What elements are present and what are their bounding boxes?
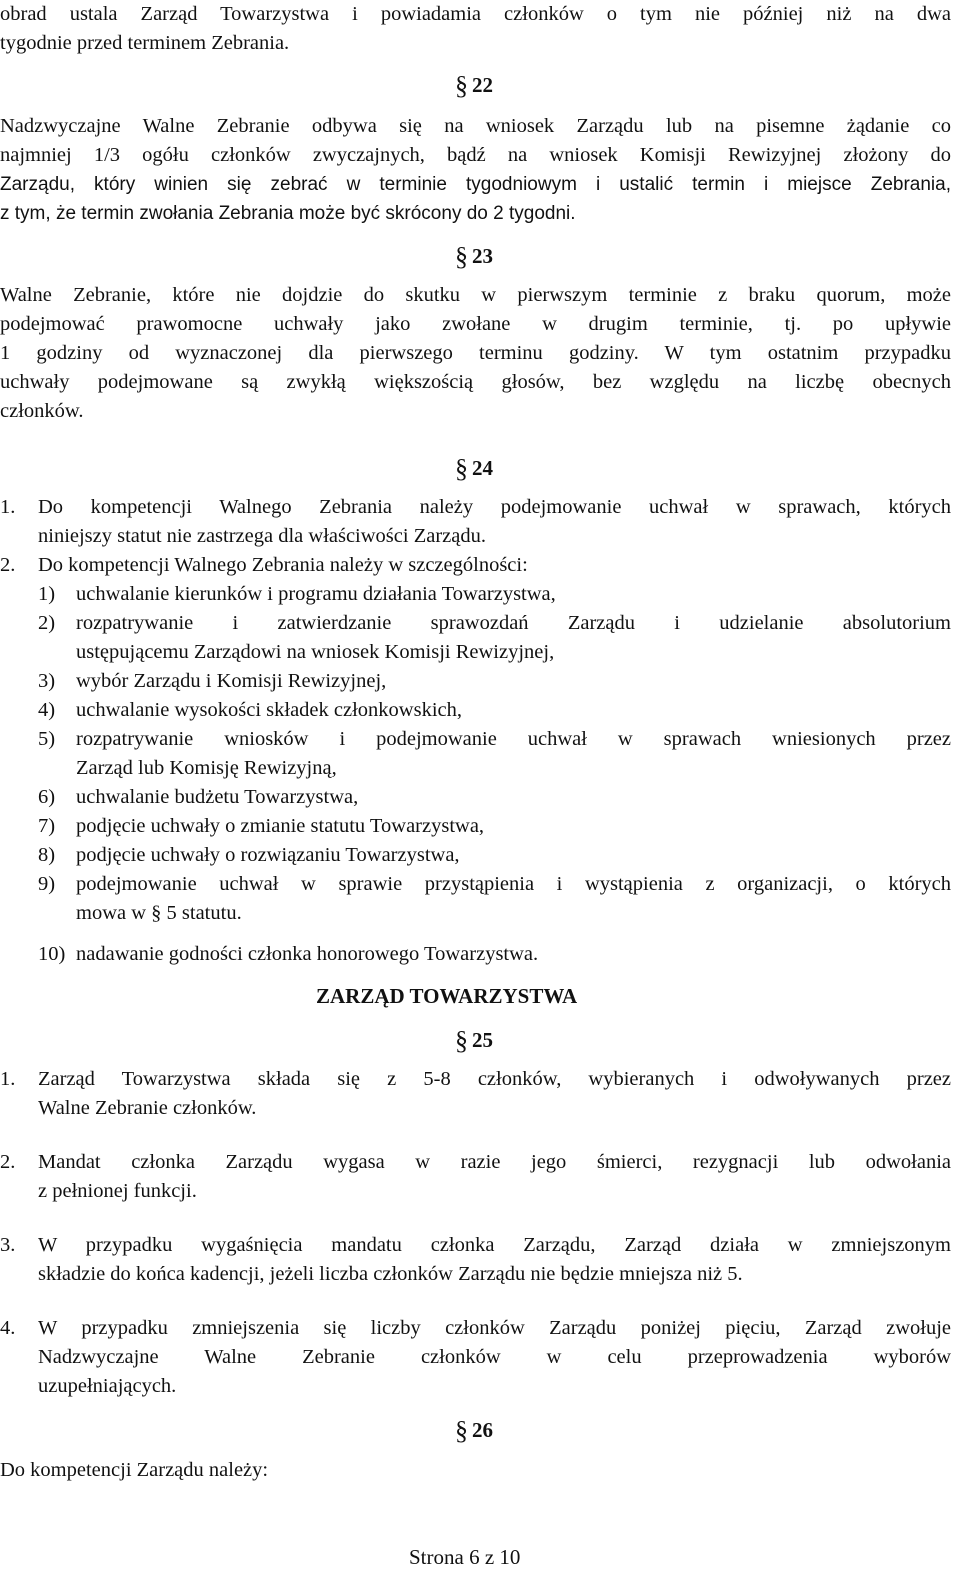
section-sign-icon: §	[455, 1026, 468, 1055]
text-line: Mandat członka Zarządu wygasa w razie jego śmierci, rezygnacji lub odwołania	[38, 1151, 951, 1173]
list-item: podejmowanie uchwał w sprawie przystąpienia i wystąpienia z organizacji, o których	[76, 873, 951, 895]
list-item: wybór Zarządu i Komisji Rewizyjnej,	[76, 670, 387, 692]
text-line: Zarząd Towarzystwa składa się z 5-8 członków, wybieranych i odwoływanych przez	[38, 1068, 951, 1090]
section-number: 25	[472, 1028, 493, 1052]
text-line: uchwały podejmowane są zwykłą większością głosów, bez względu na liczbę obecnych	[0, 371, 951, 393]
list-item: uchwalanie wysokości składek członkowskich,	[76, 699, 462, 721]
paragraph-number: 4.	[0, 1317, 16, 1339]
section-sign-icon: §	[455, 71, 468, 100]
text-line: W przypadku zmniejszenia się liczby członków Zarządu poniżej pięciu, Zarząd zwołuje	[38, 1317, 951, 1339]
text-line: Walne Zebranie członków.	[38, 1097, 257, 1119]
section-heading-23	[455, 240, 493, 271]
list-item-number: 5)	[38, 728, 56, 750]
text-line: Do kompetencji Walnego Zebrania należy podejmowanie uchwał w sprawach, których	[38, 496, 951, 518]
list-item: podjęcie uchwały o zmianie statutu Towarzystwa,	[76, 815, 485, 837]
text-line: uzupełniających.	[38, 1375, 177, 1397]
list-item-number: 3)	[38, 670, 56, 692]
list-item: ustępującemu Zarządowi na wniosek Komisji Rewizyjnej,	[76, 641, 555, 663]
list-item-number: 7)	[38, 815, 56, 837]
list-item: mowa w § 5 statutu.	[76, 902, 242, 924]
text-line: Nadzwyczajne Walne Zebranie odbywa się na wniosek Zarządu lub na pisemne żądanie co	[0, 115, 951, 137]
paragraph-number: 1.	[0, 1068, 16, 1090]
section-heading-24	[455, 452, 493, 483]
section-heading-25	[455, 1024, 493, 1055]
page-number-footer: Strona 6 z 10	[409, 1545, 521, 1569]
text-line: niniejszy statut nie zastrzega dla właściwości Zarządu.	[38, 525, 486, 547]
section-sign-icon: §	[455, 242, 468, 271]
list-item: rozpatrywanie i zatwierdzanie sprawozdań Zarządu i udzielanie absolutorium	[76, 612, 951, 634]
text-line: składzie do końca kadencji, jeżeli liczba członków Zarządu nie będzie mniejsza niż 5.	[38, 1263, 743, 1285]
list-item-number: 8)	[38, 844, 56, 866]
paragraph-number: 1.	[0, 496, 16, 518]
paragraph-number: 3.	[0, 1234, 16, 1256]
text-line: Zarządu, który winien się zebrać w terminie tygodniowym i ustalić termin i miejsce Zebrania,	[0, 174, 951, 195]
text-line: obrad ustala Zarząd Towarzystwa i powiadamia członków o tym nie później niż na dwa	[0, 3, 951, 25]
section-sign-icon: §	[455, 1416, 468, 1445]
text-line: W przypadku wygaśnięcia mandatu członka Zarządu, Zarząd działa w zmniejszonym	[38, 1234, 951, 1256]
list-item: uchwalanie kierunków i programu działania Towarzystwa,	[76, 583, 556, 605]
list-item: Zarząd lub Komisję Rewizyjną,	[76, 757, 337, 779]
section-number: 22	[472, 73, 493, 97]
text-line: Walne Zebranie, które nie dojdzie do skutku w pierwszym terminie z braku quorum, może	[0, 284, 951, 306]
list-item-number: 2)	[38, 612, 56, 634]
section-heading-22	[455, 69, 493, 100]
list-item-number: 1)	[38, 583, 56, 605]
text-line: z tym, że termin zwołania Zebrania może być skrócony do 2 tygodni.	[0, 203, 576, 224]
text-line: z pełnionej funkcji.	[38, 1180, 197, 1202]
section-number: 23	[472, 244, 493, 268]
section-heading-26	[455, 1414, 493, 1445]
text-line: Nadzwyczajne Walne Zebranie członków w celu przeprowadzenia wyborów	[38, 1346, 951, 1368]
text-line: Do kompetencji Walnego Zebrania należy w szczególności:	[38, 554, 528, 576]
text-line: Do kompetencji Zarządu należy:	[0, 1459, 269, 1481]
text-line: tygodnie przed terminem Zebrania.	[0, 32, 290, 54]
list-item: rozpatrywanie wniosków i podejmowanie uchwał w sprawach wniesionych przez	[76, 728, 951, 750]
list-item: nadawanie godności członka honorowego Towarzystwa.	[76, 943, 539, 965]
text-line: 1 godziny od wyznaczonej dla pierwszego terminu godziny. W tym ostatnim przypadku	[0, 342, 951, 364]
section-sign-icon: §	[455, 454, 468, 483]
list-item-number: 4)	[38, 699, 56, 721]
chapter-title: ZARZĄD TOWARZYSTWA	[316, 984, 578, 1008]
section-number: 24	[472, 456, 493, 480]
text-line: podejmować prawomocne uchwały jako zwołane w drugim terminie, tj. po upływie	[0, 313, 951, 335]
list-item: uchwalanie budżetu Towarzystwa,	[76, 786, 359, 808]
list-item: podjęcie uchwały o rozwiązaniu Towarzystwa,	[76, 844, 460, 866]
list-item-number: 6)	[38, 786, 56, 808]
list-item-number: 10)	[38, 943, 66, 965]
paragraph-number: 2.	[0, 554, 16, 576]
paragraph-number: 2.	[0, 1151, 16, 1173]
text-line: najmniej 1/3 ogółu członków zwyczajnych, bądź na wniosek Komisji Rewizyjnej złożony do	[0, 144, 951, 166]
section-number: 26	[472, 1418, 493, 1442]
list-item-number: 9)	[38, 873, 56, 895]
text-line: członków.	[0, 400, 84, 422]
